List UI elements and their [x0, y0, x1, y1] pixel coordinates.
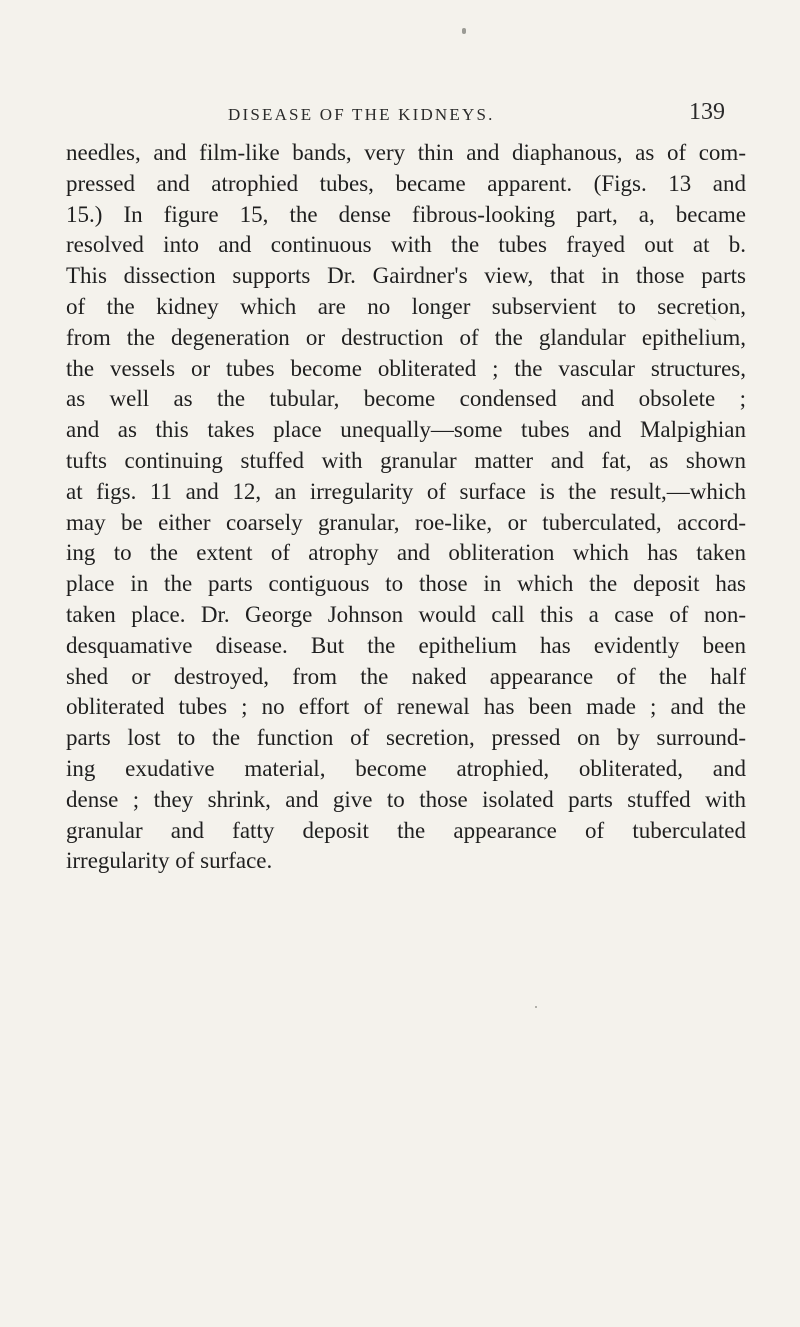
text-line: may be either coarsely granular, roe-like, or tuberculated, accord- [66, 509, 746, 535]
text-line: tufts continuing stuffed with granular matter and fat, as shown [66, 447, 746, 473]
body-text [66, 138, 746, 877]
text-line: taken place. Dr. George Johnson would call this a case of non- [66, 601, 746, 627]
text-line: ing to the extent of atrophy and obliteration which has taken [66, 540, 746, 566]
text-line: granular and fatty deposit the appearance of tuberculated [66, 817, 746, 843]
text-line: the vessels or tubes become obliterated ; the vascular structures, [66, 355, 746, 381]
text-line: from the degeneration or destruction of the glandular epithelium, [66, 324, 746, 350]
text-line: of the kidney which are no longer subservient to secretion, [66, 293, 746, 319]
text-line: dense ; they shrink, and give to those isolated parts stuffed with [66, 786, 746, 812]
text-line: at figs. 11 and 12, an irregularity of surface is the result,—which [66, 478, 746, 504]
text-line: 15.) In figure 15, the dense fibrous-looking part, a, became [66, 201, 746, 227]
page-header [0, 99, 800, 133]
text-line: parts lost to the function of secretion, pressed on by surround- [66, 725, 746, 751]
text-line: pressed and atrophied tubes, became apparent. (Figs. 13 and [66, 170, 746, 196]
text-line: ing exudative material, become atrophied, obliterated, and [66, 755, 746, 781]
text-line: desquamative disease. But the epithelium has evidently been [66, 632, 746, 658]
text-line: irregularity of surface. [66, 848, 273, 874]
page-number: 139 [689, 99, 725, 125]
text-line: place in the parts contiguous to those in which the deposit has [66, 571, 746, 597]
running-title: DISEASE OF THE KIDNEYS. [228, 105, 495, 124]
text-line: and as this takes place unequally—some tubes and Malpighian [66, 417, 746, 443]
text-line: resolved into and continuous with the tubes frayed out at b. [66, 232, 746, 258]
text-line: as well as the tubular, become condensed and obsolete ; [66, 386, 746, 412]
text-line: obliterated tubes ; no effort of renewal has been made ; and the [66, 694, 746, 720]
text-line: shed or destroyed, from the naked appearance of the half [66, 663, 746, 689]
print-speck [535, 1006, 537, 1008]
text-line: needles, and film-like bands, very thin and diaphanous, as of com- [66, 140, 746, 165]
text-line: This dissection supports Dr. Gairdner's view, that in those parts [66, 263, 746, 289]
print-speck [462, 28, 466, 34]
